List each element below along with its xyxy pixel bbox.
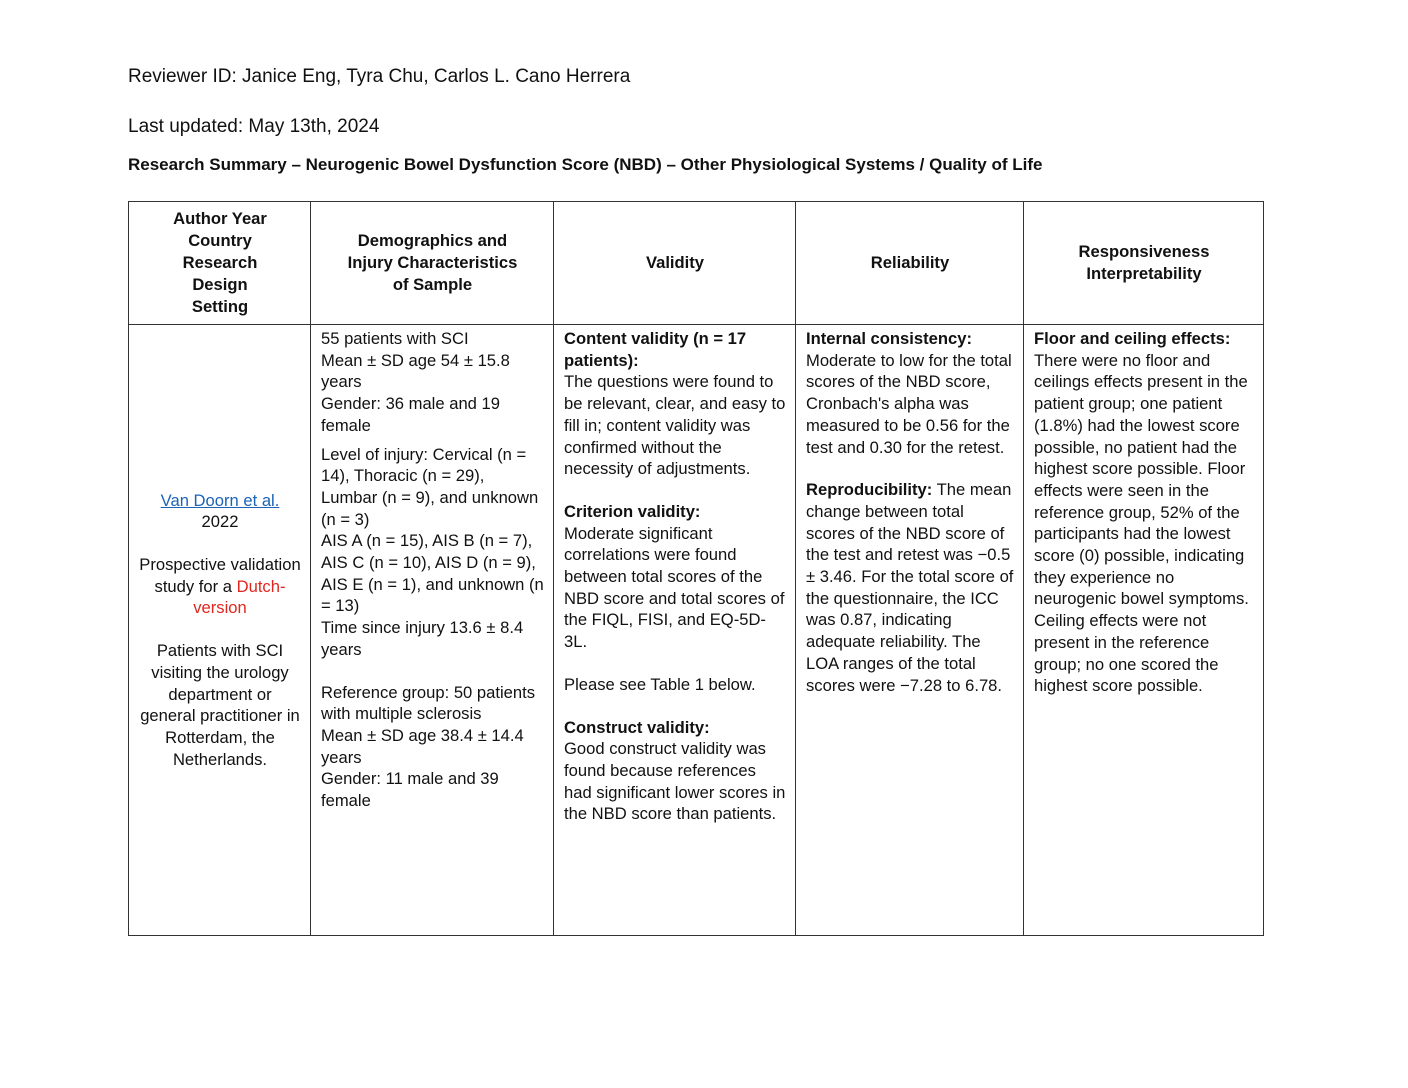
- study-design: [139, 554, 301, 619]
- reproducibility-paragraph: [806, 479, 1014, 696]
- demographics-ais: AIS A (n = 15), AIS B (n = 7), AIS C (n = 10), AIS D (n = 9), AIS E (n = 1), and unknown (n = 13): [321, 531, 544, 616]
- table-reference-note: Please see Table 1 below.: [564, 674, 756, 694]
- header-validity: [554, 202, 796, 325]
- reference-group: Reference group: 50 patients with multiple sclerosis: [321, 682, 536, 724]
- demographics-time-since-injury: Time since injury 13.6 ± 8.4 years: [321, 618, 524, 659]
- header-reliability: [796, 202, 1024, 325]
- study-year: 2022: [201, 512, 239, 532]
- header-line: Interpretability: [1086, 264, 1202, 283]
- header-author-year: [129, 202, 311, 325]
- demographics-gender: Gender: 36 male and 19 female: [321, 394, 500, 435]
- study-cell: [129, 325, 311, 936]
- header-line: Responsiveness: [1078, 242, 1210, 261]
- table-row: [129, 325, 1264, 936]
- header-line: Research: [182, 253, 258, 272]
- reference-gender: Gender: 11 male and 39 female: [321, 769, 499, 811]
- construct-validity-text: Good construct validity was found because references had significant lower scores in the NBD score than patients.: [564, 739, 786, 824]
- study-reference-link[interactable]: Van Doorn et al.: [160, 490, 280, 510]
- research-summary-table: [128, 201, 1264, 936]
- demographics-cell: [311, 325, 554, 936]
- content-validity-heading: Content validity (n = 17 patients):: [564, 329, 747, 370]
- header-line: of Sample: [392, 275, 473, 294]
- study-design-version: Dutch-version: [193, 576, 286, 618]
- header-line: Validity: [645, 253, 705, 272]
- header-line: Reliability: [870, 253, 950, 272]
- content-validity-text: The questions were found to be relevant, clear, and easy to fill in; content validity was confirmed without the necessity of adjustments.: [564, 372, 786, 479]
- demographics-sample: 55 patients with SCI: [321, 329, 469, 348]
- reviewer-id: Reviewer ID: Janice Eng, Tyra Chu, Carlos L. Cano Herrera: [128, 66, 631, 87]
- document-title: Research Summary – Neurogenic Bowel Dysfunction Score (NBD) – Other Physiological Systems / Quality of Life: [128, 155, 1043, 174]
- header-line: Injury Characteristics: [347, 253, 518, 272]
- header-line: Demographics and: [357, 231, 508, 250]
- study-setting: Patients with SCI visiting the urology department or general practitioner in Rotterdam, the Netherlands.: [140, 641, 300, 769]
- criterion-validity-text: Moderate significant correlations were found between total scores of the NBD score and total scores of the FIQL, FISI, and EQ-5D-3L.: [564, 523, 785, 652]
- floor-ceiling-heading: Floor and ceiling effects:: [1034, 329, 1231, 348]
- responsiveness-cell: [1024, 325, 1264, 936]
- floor-ceiling-text: There were no floor and ceilings effects present in the patient group; one patient (1.8%) had the lowest score possible, no patient had the highest score possible. Floor effects were seen in the reference group, 52% of the participants had the lowest score (0) possible, indicating they experience no neurogenic bowel symptoms. Ceiling effects were not present in the reference group; no one scored the highest score possible.: [1034, 350, 1249, 696]
- study-design-text: Prospective validation study for a: [139, 555, 301, 596]
- reference-age: Mean ± SD age 38.4 ± 14.4 years: [321, 725, 524, 767]
- header-responsiveness: [1024, 202, 1264, 325]
- reproducibility-heading: Reproducibility:: [806, 480, 933, 500]
- header-line: Setting: [191, 297, 249, 316]
- header-line: Design: [192, 275, 248, 294]
- reproducibility-text: The mean change between total scores of the NBD score of the test and retest was −0.5 ± 3.46. For the total score of the questionnaire, the ICC was 0.87, indicating adequate reliability. The LOA ranges of the total scores were −7.28 to 6.78.: [806, 480, 1014, 695]
- demographics-level-of-injury: Level of injury: Cervical (n = 14), Thoracic (n = 29), Lumbar (n = 9), and unknown (n = 3): [321, 444, 539, 529]
- construct-validity-heading: Construct validity:: [564, 717, 710, 737]
- last-updated: Last updated: May 13th, 2024: [128, 116, 380, 137]
- table-header-row: [129, 202, 1264, 325]
- validity-cell: [554, 325, 796, 936]
- criterion-validity-heading: Criterion validity:: [564, 501, 701, 521]
- internal-consistency-text: Moderate to low for the total scores of the NBD score, Cronbach's alpha was measured to be 0.56 for the test and 0.30 for the retest.: [806, 350, 1012, 457]
- header-line: Author Year: [173, 209, 267, 228]
- internal-consistency-heading: Internal consistency:: [806, 329, 972, 348]
- reliability-cell: [796, 325, 1024, 936]
- demographics-age: Mean ± SD age 54 ± 15.8 years: [321, 350, 510, 392]
- header-demographics: [311, 202, 554, 325]
- header-line: Country: [188, 231, 252, 250]
